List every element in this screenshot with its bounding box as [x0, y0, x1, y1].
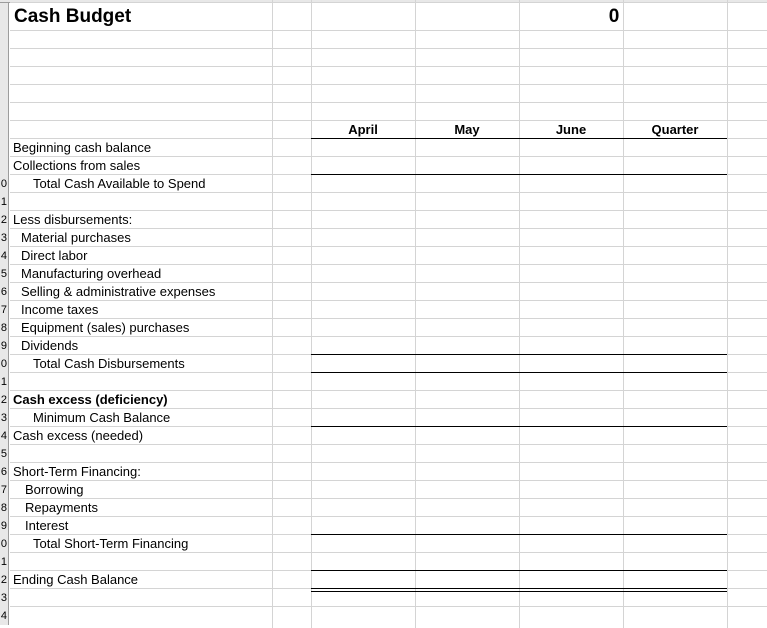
row-header[interactable]: 1 [0, 193, 9, 211]
label-ending-cash[interactable]: Ending Cash Balance [13, 572, 139, 587]
row-header[interactable]: 0 [0, 355, 9, 373]
row-gridline [10, 84, 767, 85]
row-header[interactable]: 6 [0, 463, 9, 481]
row-header[interactable]: 4 [0, 607, 9, 625]
header-underline [311, 138, 727, 139]
column-header-april[interactable]: April [348, 122, 378, 137]
row-header[interactable]: 2 [0, 571, 9, 589]
label-cash-excess[interactable]: Cash excess (deficiency) [13, 392, 168, 407]
label-borrowing[interactable]: Borrowing [25, 482, 84, 497]
column-header-may[interactable]: May [454, 122, 480, 137]
label-total-available[interactable]: Total Cash Available to Spend [33, 176, 206, 191]
row-header[interactable]: 0 [0, 535, 9, 553]
label-income-taxes[interactable]: Income taxes [21, 302, 99, 317]
double-underline-bottom [311, 591, 727, 592]
subtotal-line [311, 174, 727, 175]
row-header[interactable]: 4 [0, 427, 9, 445]
label-equipment[interactable]: Equipment (sales) purchases [21, 320, 190, 335]
row-header[interactable]: 4 [0, 247, 9, 265]
label-material[interactable]: Material purchases [21, 230, 131, 245]
row-header[interactable]: 0 [0, 175, 9, 193]
label-direct-labor[interactable]: Direct labor [21, 248, 88, 263]
total-line [311, 372, 727, 373]
label-interest[interactable]: Interest [25, 518, 69, 533]
label-total-financing[interactable]: Total Short-Term Financing [33, 536, 189, 551]
row-header[interactable] [0, 3, 9, 31]
row-header[interactable]: 2 [0, 211, 9, 229]
row-header[interactable]: 2 [0, 391, 9, 409]
sheet-title[interactable]: Cash Budget [14, 6, 132, 27]
label-collections[interactable]: Collections from sales [13, 158, 141, 173]
label-beginning-cash[interactable]: Beginning cash balance [13, 140, 152, 155]
label-cash-needed[interactable]: Cash excess (needed) [13, 428, 144, 443]
row-header[interactable]: 1 [0, 553, 9, 571]
label-selling-admin[interactable]: Selling & administrative expenses [21, 284, 216, 299]
subtotal-line [311, 426, 727, 427]
row-gridline [10, 2, 767, 3]
label-repayments[interactable]: Repayments [25, 500, 98, 515]
column-header-june[interactable]: June [555, 122, 587, 137]
label-dividends[interactable]: Dividends [21, 338, 79, 353]
subtotal-line [311, 354, 727, 355]
subtotal-line [311, 534, 727, 535]
row-gridline [10, 66, 767, 67]
row-gridline [10, 102, 767, 103]
row-header[interactable] [0, 103, 9, 121]
row-header[interactable] [0, 31, 9, 49]
label-short-term[interactable]: Short-Term Financing: [13, 464, 141, 479]
row-header[interactable]: 7 [0, 481, 9, 499]
row-header[interactable] [0, 121, 9, 139]
subtotal-line [311, 570, 727, 571]
row-header[interactable]: 7 [0, 301, 9, 319]
row-header[interactable] [0, 85, 9, 103]
row-gridline [10, 30, 767, 31]
row-gridline [10, 498, 767, 499]
row-header[interactable]: 3 [0, 229, 9, 247]
label-mfg-overhead[interactable]: Manufacturing overhead [21, 266, 162, 281]
row-gridline [10, 48, 767, 49]
row-header[interactable]: 8 [0, 319, 9, 337]
label-min-cash[interactable]: Minimum Cash Balance [33, 410, 171, 425]
row-header[interactable] [0, 139, 9, 157]
row-gridline [10, 606, 767, 607]
row-header[interactable]: 1 [0, 373, 9, 391]
row-header[interactable] [0, 49, 9, 67]
double-underline-top [311, 588, 727, 589]
label-total-disbursements[interactable]: Total Cash Disbursements [33, 356, 185, 371]
row-header[interactable]: 8 [0, 499, 9, 517]
row-header[interactable] [0, 67, 9, 85]
row-header[interactable]: 6 [0, 283, 9, 301]
label-less-disbursements[interactable]: Less disbursements: [13, 212, 133, 227]
row-header[interactable] [0, 157, 9, 175]
row-header[interactable]: 3 [0, 589, 9, 607]
top-value-cell[interactable]: 0 [608, 6, 620, 27]
row-header[interactable]: 5 [0, 445, 9, 463]
row-header[interactable]: 9 [0, 517, 9, 535]
column-header-quarter[interactable]: Quarter [651, 122, 699, 137]
row-header[interactable]: 5 [0, 265, 9, 283]
row-header[interactable]: 9 [0, 337, 9, 355]
row-gridline [10, 516, 767, 517]
row-header[interactable]: 3 [0, 409, 9, 427]
